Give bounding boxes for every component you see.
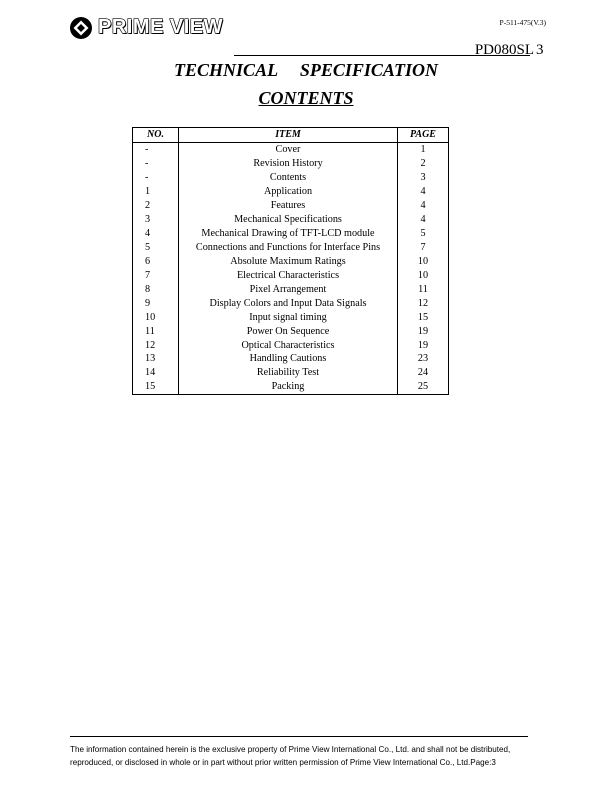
footer-notice — [70, 743, 550, 769]
header-page-number: 3 — [536, 42, 544, 58]
cell-page: 4 — [398, 185, 449, 199]
table-header-row — [133, 128, 449, 143]
cell-no: - — [133, 171, 179, 185]
table-row — [133, 352, 449, 366]
cell-item: Mechanical Drawing of TFT-LCD module — [179, 227, 398, 241]
table-row — [133, 268, 449, 282]
table-row — [133, 310, 449, 324]
cell-page: 24 — [398, 366, 449, 380]
cell-item: Display Colors and Input Data Signals — [179, 296, 398, 310]
table-row — [133, 171, 449, 185]
page-subtitle: CONTENTS — [258, 88, 354, 108]
cell-page: 15 — [398, 310, 449, 324]
company-logo — [70, 16, 223, 39]
cell-page: 10 — [398, 268, 449, 282]
table-row — [133, 254, 449, 268]
cell-item: Absolute Maximum Ratings — [179, 254, 398, 268]
cell-no: 7 — [133, 268, 179, 282]
cell-no: 10 — [133, 310, 179, 324]
cell-item: Handling Cautions — [179, 352, 398, 366]
cell-item: Input signal timing — [179, 310, 398, 324]
cell-no: 13 — [133, 352, 179, 366]
cell-item: Connections and Functions for Interface Pins — [179, 241, 398, 255]
table-row — [133, 338, 449, 352]
header-no: NO. — [133, 128, 179, 143]
footer-line-1: The information contained herein is the exclusive property of Prime View International Co., Ltd. and shall not be distributed, — [70, 745, 511, 754]
cell-item: Contents — [179, 171, 398, 185]
cell-no: 12 — [133, 338, 179, 352]
cell-no: 6 — [133, 254, 179, 268]
table-row — [133, 213, 449, 227]
cell-page: 25 — [398, 380, 449, 394]
logo-diamond-icon — [70, 17, 92, 39]
header-page: PAGE — [398, 128, 449, 143]
table-row — [133, 199, 449, 213]
cell-item: Power On Sequence — [179, 324, 398, 338]
cell-no: - — [133, 142, 179, 156]
cell-no: 15 — [133, 380, 179, 394]
cell-item: Electrical Characteristics — [179, 268, 398, 282]
cell-no: 14 — [133, 366, 179, 380]
cell-item: Features — [179, 199, 398, 213]
table-row — [133, 185, 449, 199]
cell-page: 5 — [398, 227, 449, 241]
cell-no: 9 — [133, 296, 179, 310]
cell-page: 23 — [398, 352, 449, 366]
logo-text: PRIME VIEW — [98, 16, 224, 38]
cell-item: Reliability Test — [179, 366, 398, 380]
cell-no: 2 — [133, 199, 179, 213]
table-row — [133, 324, 449, 338]
page-title: TECHNICAL SPECIFICATION — [174, 60, 438, 80]
cell-item: Pixel Arrangement — [179, 282, 398, 296]
table-row — [133, 380, 449, 394]
cell-page: 1 — [398, 142, 449, 156]
table-row — [133, 227, 449, 241]
cell-no: 1 — [133, 185, 179, 199]
cell-page: 3 — [398, 171, 449, 185]
cell-no: 3 — [133, 213, 179, 227]
table-row — [133, 366, 449, 380]
document-code: P-511-475(V.3) — [499, 18, 546, 27]
cell-page: 12 — [398, 296, 449, 310]
cell-no: 5 — [133, 241, 179, 255]
cell-item: Cover — [179, 142, 398, 156]
cell-no: 8 — [133, 282, 179, 296]
footer-line-2: reproduced, or disclosed in whole or in part without prior written permission of Prime View International Co., Ltd.Page:3 — [70, 758, 496, 767]
footer-rule — [70, 736, 528, 737]
cell-page: 2 — [398, 157, 449, 171]
model-number: PD080SL — [474, 42, 534, 58]
cell-page: 4 — [398, 199, 449, 213]
contents-table — [132, 127, 449, 395]
table-row — [133, 282, 449, 296]
cell-page: 19 — [398, 324, 449, 338]
cell-page: 7 — [398, 241, 449, 255]
cell-item: Application — [179, 185, 398, 199]
cell-item: Packing — [179, 380, 398, 394]
cell-no: - — [133, 157, 179, 171]
header-rule — [234, 55, 530, 56]
cell-page: 11 — [398, 282, 449, 296]
table-row — [133, 296, 449, 310]
table-row — [133, 241, 449, 255]
cell-item: Revision History — [179, 157, 398, 171]
table-row — [133, 142, 449, 156]
cell-no: 11 — [133, 324, 179, 338]
table-row — [133, 157, 449, 171]
cell-item: Mechanical Specifications — [179, 213, 398, 227]
cell-page: 19 — [398, 338, 449, 352]
cell-page: 10 — [398, 254, 449, 268]
cell-no: 4 — [133, 227, 179, 241]
cell-item: Optical Characteristics — [179, 338, 398, 352]
cell-page: 4 — [398, 213, 449, 227]
header-item: ITEM — [179, 128, 398, 143]
